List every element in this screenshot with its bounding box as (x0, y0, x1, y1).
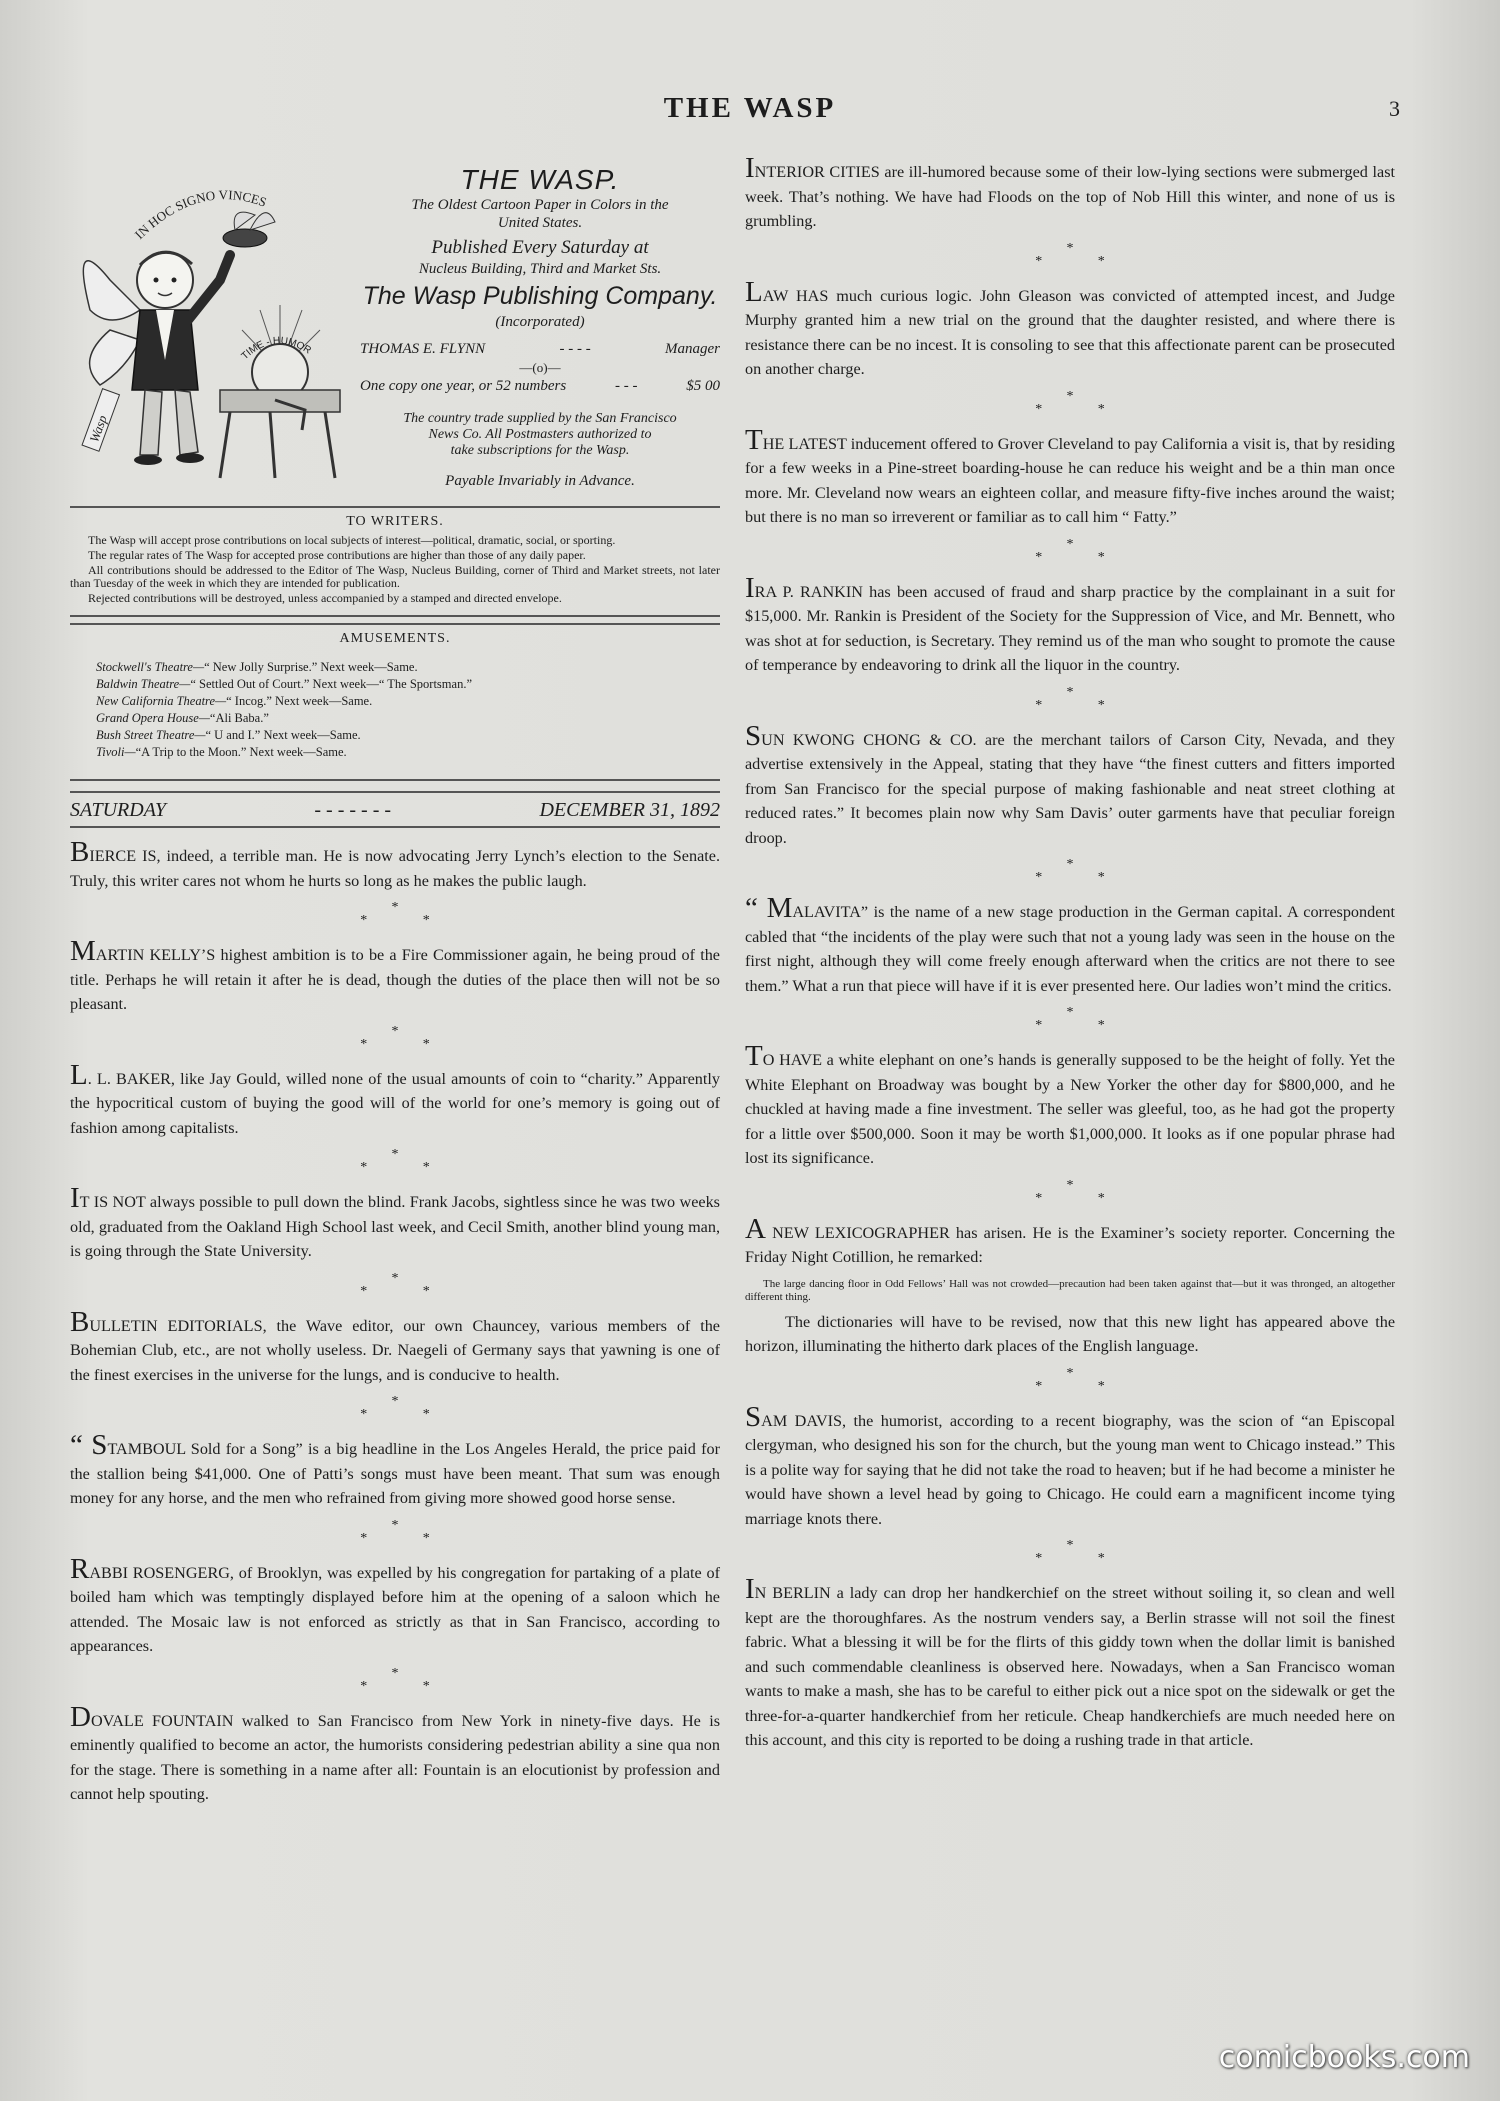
to-writers-p3: All contributions should be addressed to the Editor of The Wasp, Nucleus Building, corner of Third and Market streets, not later than Tuesday of the week in which they are intended for publication. (70, 563, 720, 590)
paragraph-body: inducement offered to Grover Cleveland to pay California a visit is, that by residing for a few weeks in a Pine-street boarding-house he can reduce his weight and be a thin man once more. Mr. Cleveland now wears an eighteen collar, and measure fifty-five inches around the waist; but there is no man so irreverent or familiar as to call him “ Fatty.” (745, 434, 1395, 526)
stars-bottom: * * (360, 913, 456, 928)
stars-bottom: * * (1035, 253, 1131, 269)
paragraph-body: ” is the name of a new stage production in the German capital. A correspondent cabled that “the incidents of the play were such that not a young lady was seen in the house on the first night, although they will come freely enough afterward when the critics are not there to see them.” What a run that piece will have if it is ever presented here. Our ladies won’t mind the critics. (745, 903, 1395, 995)
manager-name: THOMAS E. FLYNN (360, 341, 486, 357)
left-column (70, 160, 720, 1807)
manager-title: Manager (665, 341, 720, 357)
dropcap-letter: I (745, 571, 755, 604)
cartoon-sash-text: Wasp (86, 413, 110, 445)
paragraph-body: are ill-humored because some of their low-lying sections were submerged last week. That’s nothing. We have had Floods on the top of Nob Hill this winter, and none of us is grumbling. (745, 163, 1395, 230)
amusement-item (96, 727, 720, 744)
lead-words: OVALE FOUNTAIN (90, 1711, 234, 1730)
paragraph-body: walked to San Francisco from New York in ninety-five days. He is eminently qualified to become an actor, the humorists considering pedestrian ability a sine qua non for the stage. There is something in a name after all: Fountain is an elocutionist by profession and cannot help spouting. (70, 1711, 720, 1803)
dropcap-letter: B (70, 1305, 90, 1338)
article-paragraph (70, 836, 721, 893)
article-paragraph (745, 1573, 1396, 1753)
lead-words: O HAVE (762, 1051, 822, 1069)
price-label: One copy one year, or 52 numbers (360, 378, 567, 394)
section-separator-stars (70, 1519, 720, 1545)
section-separator-stars (745, 390, 1395, 416)
stars-bottom: * * (1035, 549, 1131, 565)
dateline-date: DECEMBER 31, 1892 (539, 799, 720, 821)
article-paragraph (70, 1552, 720, 1659)
dropcap-letter: I (70, 1182, 80, 1214)
masthead-trade (360, 411, 720, 459)
trade-line-1: The country trade supplied by the San Francisco (403, 411, 677, 426)
amusement-item (96, 710, 720, 727)
dropcap-letter: S (745, 1400, 762, 1433)
section-separator-stars (745, 858, 1395, 884)
running-title: THE WASP (663, 92, 837, 124)
stars-top: * (1066, 1538, 1074, 1553)
stars-bottom: * * (1035, 1018, 1131, 1033)
stars-bottom: * * (1035, 1551, 1131, 1566)
stars-bottom: * * (360, 1036, 456, 1052)
stars-top: * (1066, 240, 1074, 256)
paragraph-body: like Jay Gould, willed none of the usual amounts of coin to “charity.” Apparently the hypocritical custom of buying the good will of the world for one’s memory is going out of fashion among capitalists. (70, 1069, 720, 1137)
paragraph-body: has arisen. He is the Examiner’s society reporter. Concerning the Friday Night Cotillion, he remarked: (745, 1223, 1395, 1266)
paragraph-body: of Brooklyn, was expelled by his congregation for partaking of a plate of boiled ham which was temptingly displayed before him at the opening of a saloon which he attended. The Mosaic law is not enforced as strictly as that in San Francisco, according to appearances. (70, 1563, 720, 1655)
masthead-published-1: Published Every Saturday at (431, 237, 649, 258)
stars-top: * (391, 1394, 399, 1409)
amusement-item (96, 744, 720, 761)
article-paragraph (70, 1058, 720, 1141)
trade-line-2: News Co. All Postmasters authorized to (428, 427, 652, 442)
page-number: 3 (1389, 96, 1400, 121)
amusement-text: “ U and I.” Next week—Same. (205, 728, 361, 742)
stars-bottom: * * (1035, 1190, 1131, 1206)
lead-words: ABBI ROSENGERG, (89, 1563, 234, 1582)
article-paragraph (745, 152, 1395, 234)
dropcap-letter: “ S (70, 1429, 108, 1461)
masthead-tagline-2: United States. (497, 215, 583, 231)
stars-bottom: * * (360, 1160, 456, 1175)
stars-top: * (1066, 388, 1074, 404)
section-separator-stars (70, 901, 720, 927)
amusement-item (96, 659, 720, 676)
stars-bottom: * * (1035, 1378, 1131, 1394)
amusement-venue: Bush Street Theatre— (96, 728, 206, 742)
paragraph-body: the humorist, according to a recent biography, was the scion of “an Episcopal clergyman, who designed his son for the church, but the young man went to Chicago instead.” This is a polite way for saying that he did not take the road to heaven; but if he had become a minister he would have shown a level head by going to Chicago. He could earn a magnificent income tying marriage knots there. (745, 1411, 1395, 1528)
paragraph-body: highest ambition is to be a Fire Commissioner again, he being proud of the title. Perhaps he will retain it after he is dead, though the duties of the place then will not be so pleasant. (70, 946, 720, 1013)
masthead (70, 160, 720, 500)
lead-words: TAMBOUL (107, 1440, 186, 1458)
section-separator-stars (745, 686, 1395, 712)
lead-words: AM DAVIS, (761, 1411, 847, 1430)
amusement-venue: New California Theatre— (96, 694, 227, 708)
dropcap-letter: M (70, 935, 96, 967)
stars-top: * (1066, 1005, 1074, 1020)
amusement-text: “ Incog.” Next week—Same. (226, 694, 373, 708)
masthead-incorporated: (Incorporated) (495, 314, 585, 330)
amusement-text: “ New Jolly Surprise.” Next week—Same. (204, 660, 418, 674)
paragraph-body: a lady can drop her handkerchief on the street without soiling it, so clean and well kept are the thoroughfares. As the nostrum venders say, a Berlin strasse will not soil the finest fabric. What a blessing it will be for the flirts of this giddy town when the dollar limit is banished and such commendable cleanliness is observed here. Nowadays, when a San Francisco woman wants to make a mash, she has to be careful to either pick out a nice spot on the sidewalk or get the three-for-a-quarter handkerchief from her reticule. Cheap handkerchiefs are much needed here on this account, and this city is reported to be doing a rushing trade in that article. (745, 1584, 1396, 1749)
dropcap-letter: B (70, 836, 90, 868)
dropcap-letter: R (70, 1552, 90, 1585)
paragraph-body: are the merchant tailors of Carson City, Nevada, and they advertise extensively in the Appeal, stating that they have “the finest cutters and fitters imported from San Francisco for the special purpose of making fashionable and neat street clothing at reduced rates.” It becomes plain now why Sam Davis’ outer garments have that peculiar foreign droop. (745, 730, 1395, 847)
to-writers-p4: Rejected contributions will be destroyed, unless accompanied by a stamped and directed envelope. (88, 591, 562, 605)
article-paragraph (745, 423, 1395, 530)
section-separator-stars (745, 242, 1395, 268)
masthead-price (360, 378, 720, 395)
paragraph-body: much curious logic. John Gleason was convicted of attempted incest, and Judge Murphy granted him a new trial on the ground that the daughter resisted, and where there is resistance there can be no incest. It is consoling to see that this affectionate parent can be prosecuted on another charge. (745, 286, 1395, 378)
masthead-tagline-1: The Oldest Cartoon Paper in Colors in the (411, 197, 669, 213)
right-paragraphs (745, 152, 1396, 1753)
article-paragraph (70, 1305, 720, 1388)
paragraph-body: the Wave editor, our own Chauncey, various members of the Bohemian Club, etc., are not wholly useless. Dr. Naegeli of Germany says that yawning is one of the finest exercises in the universe for the lungs, and is conducive to health. (70, 1316, 720, 1384)
masthead-info (360, 164, 720, 505)
section-separator-stars (70, 1667, 720, 1693)
price-value: $5 00 (686, 378, 720, 394)
amusement-venue: Stockwell's Theatre— (96, 660, 205, 674)
amusement-text: “Ali Baba.” (209, 711, 269, 725)
lead-words: . L. BAKER, (87, 1069, 175, 1088)
paragraph-body: always possible to pull down the blind. Frank Jacobs, sightless since he was two weeks old, graduated from the Oakland High School last week, and Cecil Smith, another blind young man, is going through the State University. (70, 1193, 720, 1260)
lexicographer-quote: The large dancing floor in Odd Fellows’ Hall was not crowded—precaution had been taken against that—but it was thronged, an altogether different thing. (745, 1277, 1395, 1303)
dateline-day: SATURDAY (70, 799, 166, 821)
wasp-mascot-illustration (70, 160, 350, 490)
amusement-text: “A Trip to the Moon.” Next week—Same. (135, 745, 347, 759)
amusement-venue: Baldwin Theatre— (96, 677, 191, 691)
dropcap-letter: I (745, 152, 755, 184)
amusement-venue: Tivoli— (96, 745, 136, 759)
amusements-box (70, 623, 720, 781)
article-paragraph (745, 719, 1395, 851)
lead-words: ALAVITA (792, 903, 861, 921)
to-writers-box (70, 506, 720, 617)
dropcap-letter: L (70, 1058, 88, 1091)
dropcap-letter: T (745, 423, 763, 456)
amusement-venue: Grand Opera House— (96, 711, 210, 725)
lead-words: ULLETIN EDITORIALS, (89, 1316, 267, 1335)
stars-top: * (391, 1023, 399, 1039)
price-dots: - - - (614, 378, 638, 394)
stars-top: * (1066, 684, 1074, 700)
dropcap-letter: “ M (745, 892, 793, 924)
lead-words: N BERLIN (754, 1584, 831, 1602)
section-separator-stars (70, 1148, 720, 1174)
stars-top: * (1066, 857, 1074, 872)
masthead-title: THE WASP. (460, 164, 620, 195)
article-paragraph (745, 275, 1395, 382)
masthead-manager (360, 341, 720, 358)
lead-words: RA P. RANKIN (754, 582, 863, 601)
article-paragraph (745, 1040, 1395, 1171)
section-separator-stars (745, 1006, 1395, 1032)
amusement-item (96, 676, 720, 693)
to-writers-heading: TO WRITERS. (346, 514, 444, 529)
lead-words: NTERIOR CITIES (754, 163, 880, 181)
amusement-text: “ Settled Out of Court.” Next week—“ The Sportsman.” (190, 677, 472, 691)
lead-words: AW HAS (762, 286, 829, 305)
paragraph-body: a white elephant on one’s hands is generally supposed to be the height of folly. Yet the White Elephant on Broadway was bought by a New Yorker the other day for $800,000, and he chuckled at having made a fine investment. The seller was gleeful, too, as he had got the property for a little over $500,000. Soon it may be worth $1,000,000. It looks as if one popular phrase had lost its significance. (745, 1051, 1395, 1167)
left-paragraphs (70, 836, 721, 1807)
to-writers-p1: The Wasp will accept prose contributions on local subjects of interest—political, dramatic, social, or sporting. (88, 533, 616, 547)
article-paragraph (70, 935, 720, 1017)
masthead-published-2: Nucleus Building, Third and Market Sts. (418, 261, 662, 277)
dropcap-letter: T (745, 1040, 763, 1072)
stars-bottom: * * (360, 1678, 456, 1694)
article-paragraph (745, 1212, 1395, 1270)
lead-words: NEW LEXICOGRAPHER (765, 1223, 950, 1242)
lexicographer-followup: The dictionaries will have to be revised, now that this new light has appeared above the horizon, illuminating the hitherto dark places of the English language. (745, 1312, 1395, 1355)
article-paragraph (745, 1400, 1395, 1532)
dateline-dashes: - - - - - - - (314, 799, 392, 821)
stars-bottom: * * (360, 1530, 456, 1546)
article-paragraph (745, 892, 1395, 998)
lead-words: IERCE IS, (89, 847, 161, 865)
dropcap-letter: D (70, 1700, 91, 1733)
masthead-separator: —(o)— (519, 360, 561, 375)
article-paragraph (70, 1182, 720, 1264)
amusements-heading: AMUSEMENTS. (339, 631, 451, 646)
section-separator-stars (70, 1272, 720, 1298)
stars-top: * (1066, 1177, 1074, 1193)
section-separator-stars (70, 1025, 720, 1051)
dropcap-letter: I (745, 1573, 755, 1605)
masthead-company: The Wasp Publishing Company. (362, 282, 718, 310)
stars-top: * (391, 1270, 399, 1286)
amusements-list (70, 651, 720, 771)
dropcap-letter: S (745, 719, 762, 752)
section-separator-stars (745, 1367, 1395, 1393)
lead-words: UN KWONG CHONG & CO. (761, 730, 977, 749)
dropcap-letter: A (745, 1212, 766, 1245)
stars-bottom: * * (1035, 870, 1131, 885)
paragraph-body: indeed, a terrible man. He is now advocating Jerry Lynch’s election to the Senate. Truly, this writer cares not whom he hurts so long as he makes the public laugh. (70, 847, 721, 890)
article-paragraph (70, 1429, 720, 1511)
stars-top: * (391, 1665, 399, 1681)
lead-words: HE LATEST (762, 434, 847, 453)
amusement-item (96, 693, 720, 710)
cartoon-grinder-text: TIME - HUMOR (239, 335, 313, 363)
dropcap-letter: L (745, 275, 763, 308)
trade-line-3: take subscriptions for the Wasp. (450, 443, 630, 458)
article-paragraph (745, 571, 1395, 678)
stars-top: * (391, 1147, 399, 1162)
manager-dots: - - - - (559, 341, 591, 357)
paragraph-body: Sold for a Song” is a big headline in the Los Angeles Herald, the price paid for the stallion being $41,000. One of Patti’s songs must have been meant. That sum was enough money for any horse, and the men who refrained from giving more showed good horse sense. (70, 1440, 720, 1507)
stars-top: * (391, 900, 399, 915)
stars-top: * (391, 1517, 399, 1533)
section-separator-stars (70, 1395, 720, 1421)
section-separator-stars (745, 1539, 1395, 1565)
stars-bottom: * * (360, 1283, 456, 1299)
to-writers-p2: The regular rates of The Wasp for accepted prose contributions are higher than those of any daily paper. (88, 548, 586, 562)
paragraph-body: has been accused of fraud and sharp practice by the complainant in a suit for $15,000. Mr. Rankin is President of the Society for the Suppression of Vice, and Mr. Bennett, who was shot at for seduction, is Secretary. They remind us of the man who sought to promote the cause of temperance by endeavoring to drink all the liquor in the country. (745, 582, 1395, 674)
section-separator-stars (745, 538, 1395, 564)
section-separator-stars (745, 1179, 1395, 1205)
stars-bottom: * * (1035, 697, 1131, 713)
article-paragraph (70, 1700, 720, 1807)
cartoon-motto: IN HOC SIGNO VINCES (131, 187, 269, 243)
right-column (745, 152, 1396, 1753)
dateline (70, 791, 720, 828)
stars-bottom: * * (360, 1407, 456, 1422)
watermark: comicbooks.com (1218, 2040, 1470, 2075)
lead-words: T IS NOT (79, 1193, 146, 1211)
stars-top: * (1066, 1365, 1074, 1381)
lead-words: ARTIN KELLY’S (95, 946, 216, 964)
stars-top: * (1066, 536, 1074, 552)
masthead-payable: Payable Invariably in Advance. (445, 473, 635, 489)
stars-bottom: * * (1035, 401, 1131, 417)
